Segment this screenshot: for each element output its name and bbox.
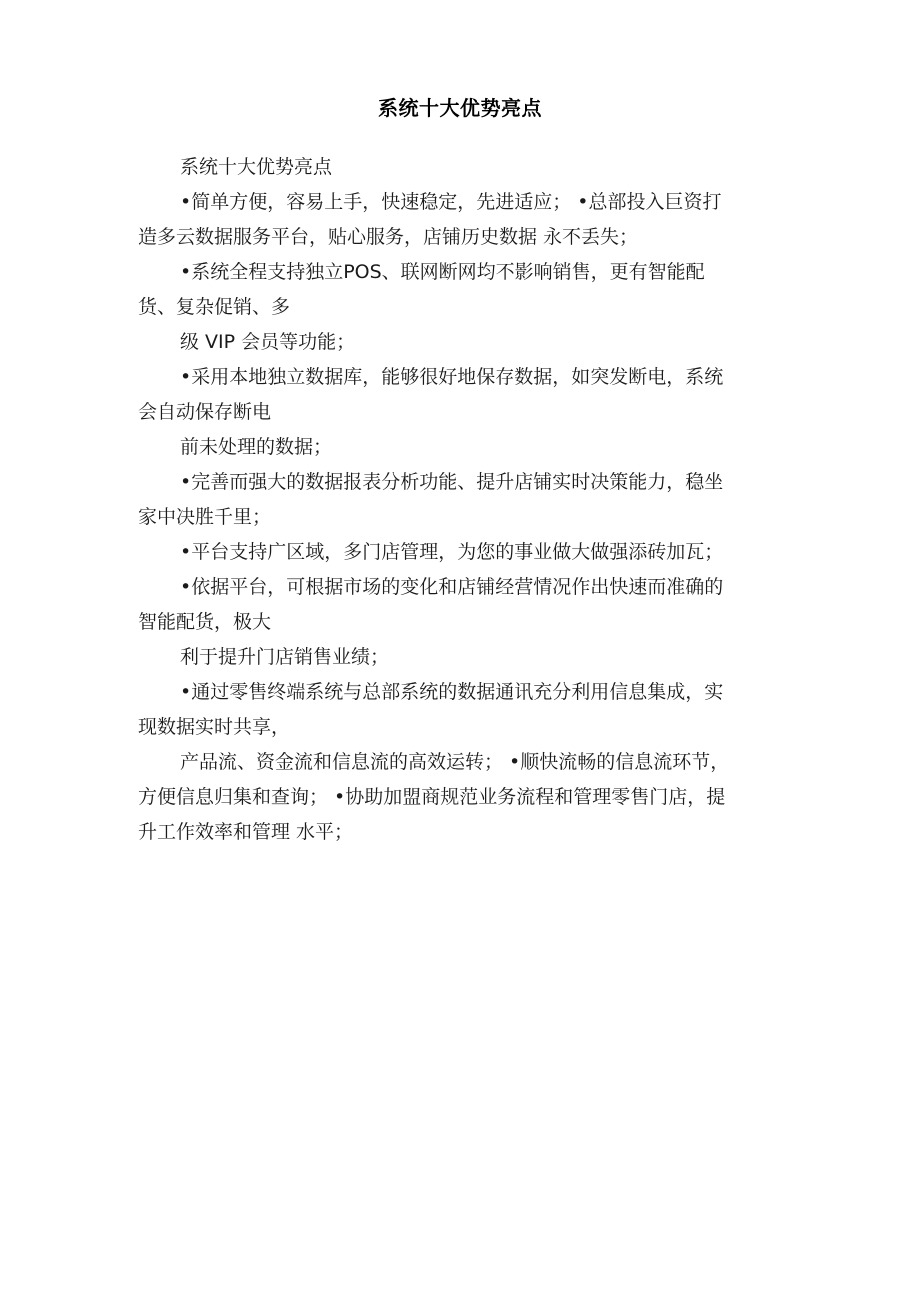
text-line: 会自动保存断电	[138, 401, 272, 423]
text-line: •完善而强大的数据报表分析功能、提升店铺实时决策能力，稳坐	[180, 471, 724, 493]
text-line: 级 VIP 会员等功能；	[180, 331, 356, 353]
text-line: 造多云数据服务平台，贴心服务，店铺历史数据 永不丢失；	[138, 226, 639, 248]
text-line: •依据平台，可根据市场的变化和店铺经营情况作出快速而准确的	[180, 576, 724, 598]
text-line: 智能配货，极大	[138, 611, 272, 633]
text-line: •采用本地独立数据库，能够很好地保存数据，如突发断电，系统	[180, 366, 724, 388]
text-line: 系统十大优势亮点	[180, 156, 333, 178]
document-body	[138, 150, 784, 850]
text-line: •简单方便，容易上手，快速稳定，先进适应； •总部投入巨资打	[180, 191, 722, 213]
text-line: 家中决胜千里；	[138, 506, 272, 528]
text-line: •平台支持广区域，多门店管理，为您的事业做大做强添砖加瓦；	[180, 541, 724, 563]
text-line: •通过零售终端系统与总部系统的数据通讯充分利用信息集成，实	[180, 681, 724, 703]
text-line: 升工作效率和管理 水平；	[138, 821, 354, 843]
text-line: 产品流、资金流和信息流的高效运转； •顺快流畅的信息流环节，	[180, 751, 730, 773]
text-line: 现数据实时共享，	[138, 716, 291, 738]
text-line: 货、复杂促销、多	[138, 296, 291, 318]
text-line: 前未处理的数据；	[180, 436, 333, 458]
text-line: •系统全程支持独立POS、联网断网均不影响销售，更有智能配	[180, 261, 705, 283]
document-title: 系统十大优势亮点	[378, 96, 542, 120]
text-line: 方便信息归集和查询； •协助加盟商规范业务流程和管理零售门店，提	[138, 786, 726, 808]
text-line: 利于提升门店销售业绩；	[180, 646, 390, 668]
